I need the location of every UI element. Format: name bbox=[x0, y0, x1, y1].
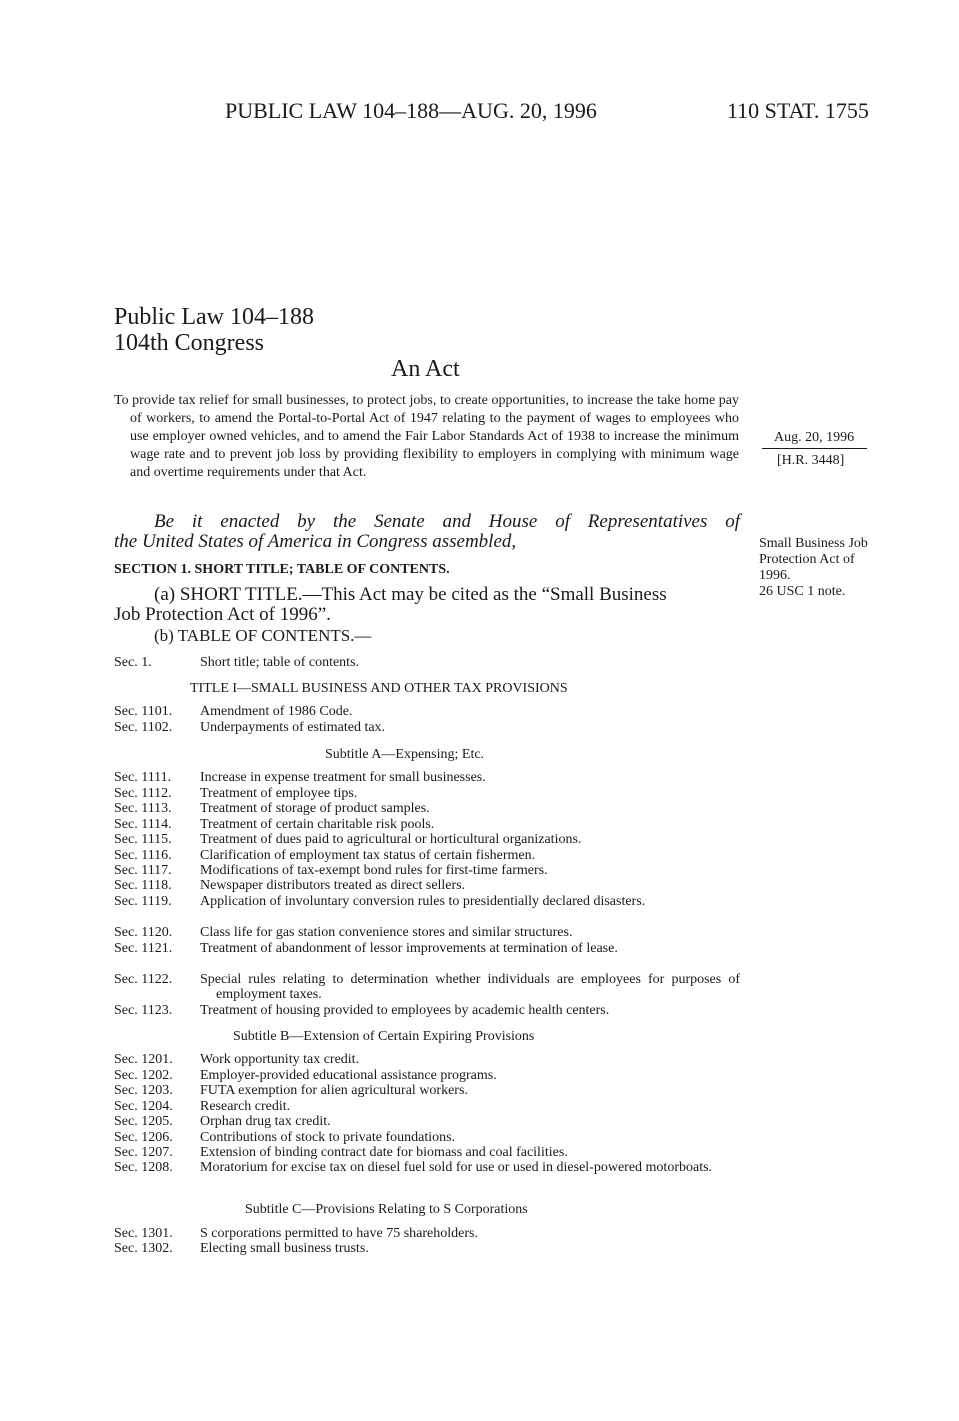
toc-section-number: Sec. 1206. bbox=[114, 1130, 173, 1145]
section-heading: SECTION 1. SHORT TITLE; TABLE OF CONTENTS. bbox=[114, 562, 450, 577]
toc-section-number: Sec. 1201. bbox=[114, 1052, 173, 1067]
toc-entry bbox=[114, 786, 740, 801]
toc-section-title: Employer-provided educational assistance programs. bbox=[200, 1068, 497, 1083]
toc-entry bbox=[114, 1052, 740, 1067]
toc-section-title: Extension of binding contract date for biomass and coal facilities. bbox=[200, 1145, 568, 1160]
toc-section-title: Treatment of storage of product samples. bbox=[200, 801, 430, 816]
toc-section-title: Contributions of stock to private foundations. bbox=[200, 1130, 456, 1145]
toc-section-title: Electing small business trusts. bbox=[200, 1241, 369, 1256]
public-law-title: Public Law 104–188 bbox=[114, 304, 314, 330]
toc-section-number: Sec. 1102. bbox=[114, 720, 173, 735]
toc-section-number: Sec. 1117. bbox=[114, 863, 172, 878]
toc-entry bbox=[114, 848, 740, 863]
toc-section-title: Short title; table of contents. bbox=[200, 655, 360, 670]
toc-section-title: Clarification of employment tax status of certain fishermen. bbox=[200, 848, 536, 863]
toc-section-number: Sec. 1121. bbox=[114, 941, 173, 956]
act-purpose bbox=[114, 392, 739, 482]
toc-section-number: Sec. 1120. bbox=[114, 925, 173, 940]
toc-entry bbox=[114, 1083, 740, 1098]
toc-section-title: Underpayments of estimated tax. bbox=[200, 720, 386, 735]
toc-section-number: Sec. 1204. bbox=[114, 1099, 173, 1114]
toc-section-title: Increase in expense treatment for small businesses. bbox=[200, 770, 486, 785]
toc-section-number: Sec. 1207. bbox=[114, 1145, 173, 1160]
margin-note-short-title: Small Business Job Protection Act of 1996. bbox=[759, 536, 868, 583]
toc-section-title: Treatment of abandonment of lessor improvements at termination of lease. bbox=[200, 941, 618, 956]
toc-section-number: Sec. 1114. bbox=[114, 817, 172, 832]
toc-entry bbox=[114, 1003, 740, 1018]
toc-section-title: Research credit. bbox=[200, 1099, 291, 1114]
purpose-text: To provide tax relief for small businesses, to protect jobs, to create opportunities, to increase the take home pay of workers, to amend the Portal-to-Portal Act of 1947 relating to the payment of wages to employees who use employer owned vehicles, and to amend the Fair Labor Standards Act of 1938 to increase the minimum wage rate and to prevent job loss by providing flexibility to employers in complying with minimum wage and overtime requirements under that Act. bbox=[114, 393, 740, 480]
toc-section-title: Treatment of certain charitable risk pools. bbox=[200, 817, 435, 832]
toc-entry bbox=[114, 1145, 740, 1160]
margin-rule bbox=[762, 448, 867, 449]
toc-subtitle-b-heading: Subtitle B—Extension of Certain Expiring Provisions bbox=[233, 1029, 535, 1044]
toc-section-number: Sec. 1115. bbox=[114, 832, 172, 847]
toc-section-number: Sec. 1111. bbox=[114, 770, 172, 785]
toc-entry bbox=[114, 1241, 740, 1256]
toc-entry bbox=[114, 1099, 740, 1114]
toc-section-title: Class life for gas station convenience stores and similar structures. bbox=[200, 925, 573, 940]
toc-entry bbox=[114, 1160, 740, 1175]
toc-section-number: Sec. 1118. bbox=[114, 878, 172, 893]
toc-title-heading: TITLE I—SMALL BUSINESS AND OTHER TAX PROVISIONS bbox=[190, 681, 568, 696]
toc-section-title: Newspaper distributors treated as direct sellers. bbox=[200, 878, 466, 893]
margin-note-date: Aug. 20, 1996 bbox=[774, 430, 855, 445]
toc-section-title: Treatment of employee tips. bbox=[200, 786, 358, 801]
toc-entry bbox=[114, 972, 740, 1003]
enacting-clause bbox=[114, 512, 740, 552]
margin-note-bill: [H.R. 3448] bbox=[777, 453, 845, 468]
toc-section-title: Work opportunity tax credit. bbox=[200, 1052, 360, 1067]
toc-entry bbox=[114, 941, 740, 956]
toc-section-title: Orphan drug tax credit. bbox=[200, 1114, 331, 1129]
toc-section-number: Sec. 1. bbox=[114, 655, 152, 670]
toc-section-number: Sec. 1123. bbox=[114, 1003, 173, 1018]
toc-section-title: Modifications of tax-exempt bond rules for first-time farmers. bbox=[200, 863, 548, 878]
toc-section-number: Sec. 1112. bbox=[114, 786, 172, 801]
toc-entry bbox=[114, 704, 740, 719]
toc-section-number: Sec. 1101. bbox=[114, 704, 173, 719]
toc-entry bbox=[114, 817, 740, 832]
toc-section-title: Treatment of housing provided to employees by academic health centers. bbox=[200, 1003, 610, 1018]
toc-section-title: Special rules relating to determination whether individuals are employees for purposes of employment taxes. bbox=[200, 972, 740, 1003]
toc-section-number: Sec. 1113. bbox=[114, 801, 172, 816]
toc-entry bbox=[114, 832, 740, 847]
toc-section-number: Sec. 1302. bbox=[114, 1241, 173, 1256]
toc-section-title: S corporations permitted to have 75 shareholders. bbox=[200, 1226, 478, 1241]
toc-entry bbox=[114, 1114, 740, 1129]
short-title-line-1: (a) SHORT TITLE.—This Act may be cited as the “Small Business bbox=[154, 584, 667, 605]
short-title-line-2: Job Protection Act of 1996”. bbox=[114, 604, 331, 625]
table-of-contents-heading: (b) TABLE OF CONTENTS.— bbox=[154, 626, 372, 645]
toc-entry bbox=[114, 1226, 740, 1241]
toc-entry bbox=[114, 770, 740, 785]
toc-entry bbox=[114, 801, 740, 816]
congress-label: 104th Congress bbox=[114, 330, 264, 356]
toc-entry bbox=[114, 1068, 740, 1083]
toc-section-title: Treatment of dues paid to agricultural or horticultural organizations. bbox=[200, 832, 582, 847]
toc-subtitle-a-heading: Subtitle A—Expensing; Etc. bbox=[325, 747, 485, 762]
act-heading: An Act bbox=[391, 356, 460, 382]
toc-entry bbox=[114, 878, 740, 893]
toc-section-title: Moratorium for excise tax on diesel fuel sold for use or used in diesel-powered motorboats. bbox=[200, 1160, 713, 1175]
toc-section-title: Amendment of 1986 Code. bbox=[200, 704, 353, 719]
short-title-paragraph bbox=[114, 585, 740, 625]
toc-section-title: FUTA exemption for alien agricultural workers. bbox=[200, 1083, 468, 1098]
toc-entry bbox=[114, 925, 740, 940]
toc-section-title: Application of involuntary conversion rules to presidentially declared disasters. bbox=[200, 894, 646, 909]
toc-section-number: Sec. 1202. bbox=[114, 1068, 173, 1083]
toc-subtitle-c-heading: Subtitle C—Provisions Relating to S Corporations bbox=[245, 1202, 528, 1217]
toc-section-number: Sec. 1119. bbox=[114, 894, 172, 909]
toc-section-number: Sec. 1116. bbox=[114, 848, 172, 863]
enacting-line-2: the United States of America in Congress assembled, bbox=[114, 531, 517, 552]
running-header-left: PUBLIC LAW 104–188—AUG. 20, 1996 bbox=[225, 98, 597, 123]
toc-entry bbox=[114, 1130, 740, 1145]
running-header-page: 110 STAT. 1755 bbox=[727, 98, 869, 123]
toc-section-number: Sec. 1205. bbox=[114, 1114, 173, 1129]
toc-entry bbox=[114, 655, 740, 670]
toc-section-number: Sec. 1203. bbox=[114, 1083, 173, 1098]
toc-section-number: Sec. 1122. bbox=[114, 972, 173, 987]
toc-entry bbox=[114, 894, 740, 909]
toc-section-number: Sec. 1301. bbox=[114, 1226, 173, 1241]
toc-entry bbox=[114, 720, 740, 735]
toc-section-number: Sec. 1208. bbox=[114, 1160, 173, 1175]
margin-note-usc: 26 USC 1 note. bbox=[759, 584, 846, 599]
enacting-line-1: Be it enacted by the Senate and House of Representatives of bbox=[154, 511, 740, 532]
toc-entry bbox=[114, 863, 740, 878]
